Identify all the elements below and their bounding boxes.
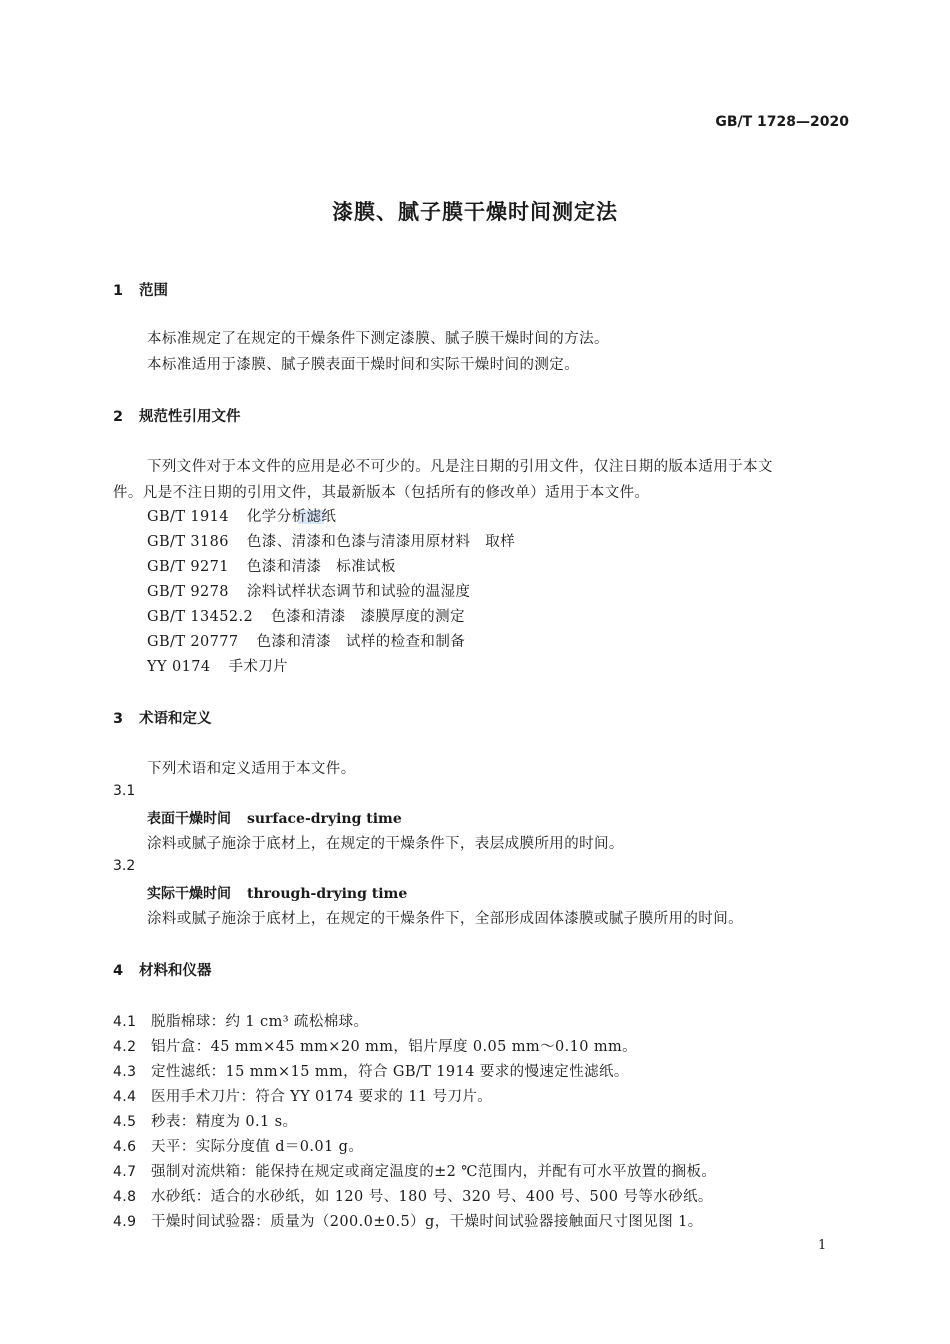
term-zh: 表面干燥时间	[147, 811, 231, 827]
list-item	[113, 1085, 492, 1106]
item-text: 干燥时间试验器：质量为（200.0±0.5）g，干燥时间试验器接触面尺寸图见图 1。	[151, 1214, 703, 1230]
item-number: 4.5	[113, 1114, 137, 1130]
item-text: 铝片盒：45 mm×45 mm×20 mm，铝片厚度 0.05 mm～0.10 mm。	[151, 1039, 638, 1055]
term-en: surface-drying time	[247, 811, 402, 827]
paragraph: 下列文件对于本文件的应用是必不可少的。凡是注日期的引用文件，仅注日期的版本适用于本文	[147, 459, 773, 475]
section-title: 术语和定义	[139, 711, 212, 727]
list-item	[113, 1185, 713, 1206]
item-text: 定性滤纸：15 mm×15 mm，符合 GB/T 1914 要求的慢速定性滤纸。	[151, 1064, 629, 1080]
section-title: 材料和仪器	[139, 963, 212, 979]
term-definition: 涂料或腻子施涂于底材上，在规定的干燥条件下，表层成膜所用的时间。	[147, 836, 624, 852]
item-number: 4.7	[113, 1164, 137, 1180]
paragraph: 下列术语和定义适用于本文件。	[147, 761, 356, 777]
item-number: 4.9	[113, 1214, 137, 1230]
reference-title: 色漆和清漆 漆膜厚度的测定	[271, 609, 465, 625]
reference-item	[147, 580, 470, 601]
list-item	[113, 1060, 629, 1081]
list-item	[113, 1135, 363, 1156]
item-text: 医用手术刀片：符合 YY 0174 要求的 11 号刀片。	[151, 1089, 493, 1105]
reference-title: 色漆和清漆 试样的检查和制备	[256, 634, 466, 650]
term-heading	[147, 883, 407, 903]
reference-item	[147, 655, 288, 676]
section-4-heading	[113, 959, 212, 980]
section-title: 范围	[139, 283, 168, 299]
page-number: 1	[818, 1238, 827, 1253]
reference-item	[147, 530, 515, 551]
term-number: 3.2	[113, 858, 136, 874]
reference-code: GB/T 20777	[147, 634, 239, 650]
item-number: 4.1	[113, 1014, 137, 1030]
list-item	[113, 1160, 716, 1181]
reference-code: GB/T 1914	[147, 509, 229, 525]
term-number: 3.1	[113, 783, 136, 799]
item-number: 4.3	[113, 1064, 137, 1080]
item-text: 脱脂棉球：约 1 cm³ 疏松棉球。	[151, 1014, 369, 1030]
reference-item	[147, 505, 336, 526]
section-1-heading	[113, 279, 168, 300]
reference-title: 色漆和清漆 标准试板	[246, 559, 396, 575]
list-item	[113, 1035, 637, 1056]
paragraph: 本标准规定了在规定的干燥条件下测定漆膜、腻子膜干燥时间的方法。	[147, 331, 609, 347]
reference-item	[147, 630, 465, 651]
paragraph: 本标准适用于漆膜、腻子膜表面干燥时间和实际干燥时间的测定。	[147, 357, 580, 373]
reference-title: 化学分析滤纸	[246, 509, 337, 525]
term-zh: 实际干燥时间	[147, 886, 231, 902]
item-number: 4.6	[113, 1139, 137, 1155]
standard-number: GB/T 1728—2020	[715, 114, 849, 130]
term-heading	[147, 808, 402, 828]
item-text: 强制对流烘箱：能保持在规定或商定温度的±2 ℃范围内，并配有可水平放置的搁板。	[151, 1164, 717, 1180]
item-number: 4.4	[113, 1089, 137, 1105]
reference-item	[147, 555, 396, 576]
item-number: 4.8	[113, 1189, 137, 1205]
paragraph: 件。凡是不注日期的引用文件，其最新版本（包括所有的修改单）适用于本文件。	[113, 485, 650, 501]
reference-title: 色漆、清漆和色漆与清漆用原材料 取样	[246, 534, 516, 550]
section-number: 4	[113, 963, 124, 979]
section-number: 2	[113, 409, 124, 425]
reference-title: 涂料试样状态调节和试验的温湿度	[246, 584, 471, 600]
section-3-heading	[113, 707, 212, 728]
reference-code: YY 0174	[147, 659, 211, 675]
item-text: 水砂纸：适合的水砂纸，如 120 号、180 号、320 号、400 号、500 号等水砂纸。	[151, 1189, 713, 1205]
reference-code: GB/T 13452.2	[147, 609, 254, 625]
term-en: through-drying time	[247, 886, 408, 902]
term-definition: 涂料或腻子施涂于底材上，在规定的干燥条件下，全部形成固体漆膜或腻子膜所用的时间。	[147, 911, 743, 927]
reference-item	[147, 605, 465, 626]
item-text: 秒表：精度为 0.1 s。	[151, 1114, 298, 1130]
list-item	[113, 1210, 703, 1231]
list-item	[113, 1010, 368, 1031]
section-2-heading	[113, 405, 241, 426]
reference-code: GB/T 3186	[147, 534, 229, 550]
list-item	[113, 1110, 297, 1131]
item-text: 天平：实际分度值 d＝0.01 g。	[151, 1139, 364, 1155]
section-number: 3	[113, 711, 124, 727]
reference-code: GB/T 9278	[147, 584, 229, 600]
section-title: 规范性引用文件	[139, 409, 241, 425]
reference-code: GB/T 9271	[147, 559, 229, 575]
section-number: 1	[113, 283, 124, 299]
reference-title: 手术刀片	[228, 659, 289, 675]
item-number: 4.2	[113, 1039, 137, 1055]
document-title: 漆膜、腻子膜干燥时间测定法	[332, 200, 618, 224]
